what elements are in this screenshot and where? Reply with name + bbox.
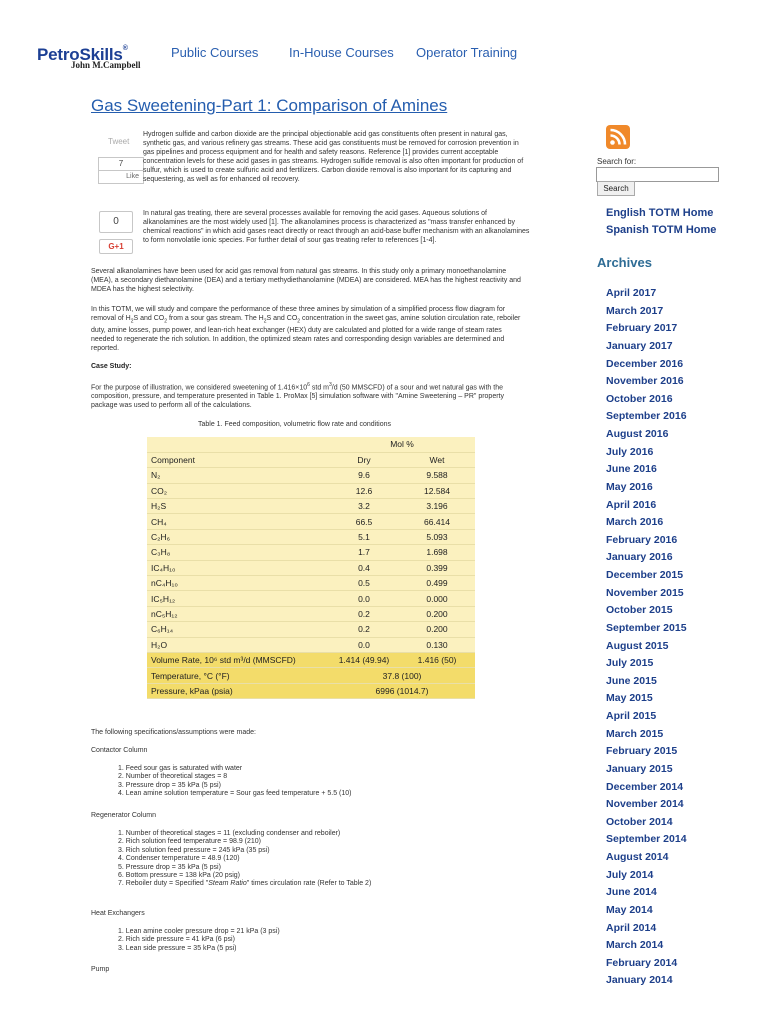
list-item: 1. Feed sour gas is saturated with water	[118, 765, 243, 772]
archive-item	[606, 304, 687, 322]
table-row	[147, 514, 475, 529]
wet-value-cell: 0.200	[399, 606, 475, 621]
mol-percent-header: Mol %	[329, 437, 475, 452]
logo-subtitle: John M.Campbell	[71, 60, 141, 70]
archive-item	[606, 797, 687, 815]
dry-value-cell: 0.0	[329, 637, 399, 652]
list-item: 4. Lean amine solution temperature = Sour gas feed temperature + 5.5 (10)	[118, 790, 352, 798]
pump-heading: Pump	[91, 966, 110, 973]
archive-link[interactable]: March 2014	[606, 939, 664, 952]
archive-link[interactable]: May 2014	[606, 903, 653, 916]
temperature-value: 37.8 (100)	[329, 668, 475, 683]
archive-link[interactable]: April 2015	[606, 710, 657, 722]
archive-link[interactable]: January 2014	[606, 974, 673, 987]
archive-link[interactable]: December 2015	[606, 569, 684, 581]
component-cell: C₂H₆	[147, 529, 329, 544]
nav-public-courses[interactable]: Public Courses	[171, 45, 259, 60]
temperature-label: Temperature, °C (°F)	[147, 668, 329, 683]
component-cell: CH₄	[147, 514, 329, 529]
archive-item	[606, 515, 687, 533]
dry-header: Dry	[329, 452, 399, 467]
archive-item	[606, 850, 687, 868]
wet-value-cell: 1.698	[399, 545, 475, 560]
wet-value-cell: 0.399	[399, 560, 475, 575]
archive-link[interactable]: December 2016	[606, 357, 684, 370]
archive-item	[606, 409, 687, 427]
list-item: 7. Reboiler duty = Specified "Steam Ratio" times circulation rate (Refer to Table 2)	[118, 880, 372, 888]
wet-value-cell: 5.093	[399, 529, 475, 544]
archive-item	[606, 727, 687, 745]
dry-value-cell: 3.2	[329, 499, 399, 514]
archive-link[interactable]: April 2014	[606, 921, 657, 934]
tweet-button[interactable]: Tweet	[108, 137, 130, 146]
dry-value-cell: 5.1	[329, 529, 399, 544]
wet-value-cell: 9.588	[399, 468, 475, 483]
wet-value-cell: 12.584	[399, 483, 475, 498]
volume-rate-row	[147, 652, 475, 667]
wet-value-cell: 0.499	[399, 576, 475, 591]
archive-item	[606, 550, 687, 568]
dry-value-cell: 0.0	[329, 591, 399, 606]
archive-item	[606, 815, 687, 833]
archive-link[interactable]: September 2014	[606, 833, 687, 846]
archive-item	[606, 586, 687, 604]
component-cell: nC₄H₁₀	[147, 576, 329, 591]
list-item: 1. Lean amine cooler pressure drop = 21 kPa (3 psi)	[118, 928, 280, 935]
paragraph-totm-study: In this TOTM, we will study and compare the performance of these three amines by simulation of a simplified process flow diagram for removal of $H_2S$ and $CO_2$ from a sour gas stream. The $H_2S$ and $CO_2$ concentration in the sweet gas, amine solution circulation rate, reboiler duty, amine losses, pump power, and lean-rich heat exchanger (HEX) duty are calculated and plotted for a wide range of steam rates needed to regenerate the rich solution. In addition, the optimized steam rates and corresponding design variables are determined and reported.	[91, 306, 521, 353]
archive-link[interactable]: May 2016	[606, 480, 653, 493]
archive-link[interactable]: July 2016	[606, 445, 654, 458]
archive-link[interactable]: October 2015	[606, 604, 673, 617]
table-caption: Table 1. Feed composition, volumetric flow rate and conditions	[198, 421, 391, 428]
archive-item	[606, 921, 687, 939]
spanish-totm-home-link[interactable]: Spanish TOTM Home	[606, 224, 717, 236]
archive-link[interactable]: December 2014	[606, 780, 684, 793]
table-row	[147, 483, 475, 498]
archive-link[interactable]: March 2016	[606, 516, 664, 529]
archive-item	[606, 498, 687, 516]
heat-exchangers-heading: Heat Exchangers	[91, 910, 145, 917]
archive-link[interactable]: February 2014	[606, 956, 678, 969]
contactor-heading: Contactor Column	[91, 747, 148, 754]
archive-item	[606, 357, 687, 375]
archive-link[interactable]: August 2014	[606, 851, 669, 863]
archive-link[interactable]: January 2017	[606, 339, 673, 352]
table-row	[147, 545, 475, 560]
archive-link[interactable]: April 2017	[606, 287, 657, 299]
archive-link[interactable]: July 2015	[606, 657, 654, 670]
archive-item	[606, 656, 687, 674]
table-row	[147, 468, 475, 483]
petroskills-logo[interactable]	[37, 45, 155, 75]
archive-item	[606, 832, 687, 850]
rss-glyph	[606, 125, 630, 149]
list-item: 3. Lean side pressure = 35 kPa (5 psi)	[118, 944, 237, 952]
regenerator-list	[118, 830, 371, 889]
component-cell: C₆H₁₄	[147, 622, 329, 637]
dry-value-cell: 1.7	[329, 545, 399, 560]
list-item: 6. Bottom pressure = 138 kPa (20 psig)	[118, 872, 240, 880]
table-row	[147, 560, 475, 575]
gplus-button[interactable]: G+1	[99, 239, 133, 254]
english-totm-home-link[interactable]: English TOTM Home	[606, 207, 714, 219]
pressure-row	[147, 683, 475, 698]
archive-link[interactable]: February 2016	[606, 533, 678, 546]
table-header-mol	[147, 437, 475, 452]
component-cell: CO₂	[147, 483, 329, 498]
volume-rate-dry: 1.414 (49.94)	[329, 652, 399, 667]
archive-item	[606, 674, 687, 692]
paragraph-alkanolamines: Several alkanolamines have been used for acid gas removal from natural gas streams. In this study only a primary monoethanolamine (MEA), a secondary diethanolamine (DEA) and a tertiary methydiethanolamine (MDEA) are considered. MEA has the highest reactivity and MDEA has the highest selectivity.	[91, 268, 521, 293]
facebook-like-count: 7	[98, 157, 144, 171]
archive-link[interactable]: February 2015	[606, 745, 678, 758]
archive-link[interactable]: June 2014	[606, 886, 657, 899]
contactor-list	[118, 765, 351, 799]
archive-item	[606, 462, 687, 480]
archive-item	[606, 639, 687, 657]
logo-main-text: PetroSkills	[37, 45, 123, 64]
archive-item	[606, 445, 687, 463]
wet-value-cell: 0.000	[399, 591, 475, 606]
archive-item	[606, 568, 687, 586]
component-cell: IC₅H₁₂	[147, 591, 329, 606]
archive-item	[606, 321, 687, 339]
component-cell: IC₄H₁₀	[147, 560, 329, 575]
archives-heading: Archives	[597, 255, 652, 270]
page-title[interactable]: Gas Sweetening-Part 1: Comparison of Amines	[91, 96, 448, 115]
archive-link[interactable]: November 2016	[606, 375, 684, 388]
dry-value-cell: 12.6	[329, 483, 399, 498]
component-cell: C₃H₈	[147, 545, 329, 560]
archive-item	[606, 392, 687, 410]
component-cell: nC₅H₁₂	[147, 606, 329, 621]
archive-link[interactable]: June 2016	[606, 463, 657, 476]
archive-item	[606, 286, 687, 304]
wet-value-cell: 3.196	[399, 499, 475, 514]
archive-item	[606, 762, 687, 780]
regenerator-heading: Regenerator Column	[91, 812, 156, 819]
case-study-heading: Case Study:	[91, 363, 132, 370]
search-input[interactable]	[596, 167, 719, 182]
archive-item	[606, 973, 687, 991]
archive-link[interactable]: September 2016	[606, 410, 687, 423]
archive-item	[606, 938, 687, 956]
archive-link[interactable]: June 2015	[606, 674, 657, 687]
pressure-value: 6996 (1014.7)	[329, 683, 475, 698]
list-item: 2. Rich solution feed temperature = 98.9 (210)	[118, 838, 262, 846]
archive-link[interactable]: February 2017	[606, 322, 678, 335]
paragraph-treating: In natural gas treating, there are several processes available for removing the acid gases. Aqueous solutions of alkanolamines are the most widely used [1]. The alkanolamines process is characterized as "mass transfer enhanced by chemical reactions" in which acid gases react directly or react through an acid-base buffer mechanism with an alkanolamines to form nonvolatile ionic species. For further detail of sour gas treating refer to references [1-4].	[143, 210, 530, 244]
list-item: 3. Pressure drop = 35 kPa (5 psi)	[118, 781, 221, 789]
table-header-row	[147, 452, 475, 467]
archive-item	[606, 885, 687, 903]
archive-item	[606, 780, 687, 798]
component-cell: H₂S	[147, 499, 329, 514]
archive-item	[606, 621, 687, 639]
archive-link[interactable]: November 2015	[606, 586, 684, 599]
volume-rate-label: Volume Rate, 10⁶ std m³/d (MMSCFD)	[147, 652, 329, 667]
archive-item	[606, 868, 687, 886]
archive-link[interactable]: April 2016	[606, 498, 657, 511]
dry-value-cell: 0.5	[329, 576, 399, 591]
archive-link[interactable]: October 2016	[606, 392, 673, 405]
list-item: 3. Rich solution feed pressure = 245 kPa (35 psi)	[118, 846, 270, 854]
rss-icon[interactable]	[606, 125, 630, 149]
volume-rate-wet: 1.416 (50)	[399, 652, 475, 667]
archive-link[interactable]: March 2017	[606, 304, 664, 317]
dry-value-cell: 9.6	[329, 468, 399, 483]
nav-in-house-courses[interactable]: In-House Courses	[289, 45, 394, 60]
dry-value-cell: 0.4	[329, 560, 399, 575]
wet-value-cell: 0.200	[399, 622, 475, 637]
table-row	[147, 622, 475, 637]
specs-intro: The following specifications/assumptions were made:	[91, 729, 256, 736]
table-row	[147, 499, 475, 514]
table-row	[147, 606, 475, 621]
archive-link[interactable]: August 2016	[606, 428, 669, 440]
wet-header: Wet	[399, 452, 475, 467]
wet-value-cell: 66.414	[399, 514, 475, 529]
paragraph-case-study: For the purpose of illustration, we considered sweetening of $1.416\times 10^6$ std $m^3/d$ (50 MMSCFD) of a sour and wet natural gas with the composition, pressure, and temperature presented in Table 1. ProMax [5] simulation software with "Amine Sweetening – PR" property package was used to perform all of the calculations.	[91, 382, 504, 410]
table-row	[147, 637, 475, 652]
archive-item	[606, 603, 687, 621]
paragraph-intro: Hydrogen sulfide and carbon dioxide are the principal objectionable acid gas constituents often present in natural gas, synthetic gas, and various refinery gas streams. These acid gas constituents must be removed for corrosion prevention in gas pipelines and process equipment and for health and safety reasons. Reference [1] provides current acceptable concentration levels for these acid gases in gas streams. Hydrogen sulfide removal is also often important for production of sulfur, which is used to create sulfuric acid and fertilizers. Carbon dioxide removal is also important for its capturing and sequestering, as well as for enhanced oil recovery.	[143, 131, 524, 183]
archive-item	[606, 339, 687, 357]
archive-link[interactable]: October 2014	[606, 815, 673, 828]
archive-link[interactable]: March 2015	[606, 727, 664, 740]
component-header: Component	[147, 452, 329, 467]
list-item: 2. Number of theoretical stages = 8	[118, 773, 228, 781]
facebook-like-button[interactable]: Like	[98, 171, 144, 184]
pressure-label: Pressure, kPaa (psia)	[147, 683, 329, 698]
archive-link[interactable]: January 2015	[606, 762, 673, 775]
archive-link[interactable]: November 2014	[606, 798, 684, 811]
dry-value-cell: 0.2	[329, 606, 399, 621]
archive-item	[606, 691, 687, 709]
archive-item	[606, 480, 687, 498]
dry-value-cell: 66.5	[329, 514, 399, 529]
archive-item	[606, 709, 687, 727]
table-row	[147, 576, 475, 591]
nav-operator-training[interactable]: Operator Training	[416, 45, 518, 60]
heat-exchangers-list	[118, 928, 280, 953]
search-button[interactable]: Search	[597, 181, 635, 196]
list-item: 5. Pressure drop = 35 kPa (5 psi)	[118, 863, 221, 871]
archives-list	[606, 286, 687, 991]
archive-item	[606, 533, 687, 551]
archive-item	[606, 956, 687, 974]
archive-link[interactable]: August 2015	[606, 639, 669, 652]
registered-mark: ®	[122, 45, 128, 52]
temperature-row	[147, 668, 475, 683]
search-label: Search for:	[597, 157, 637, 166]
dry-value-cell: 0.2	[329, 622, 399, 637]
list-item: 2. Rich side pressure = 41 kPa (6 psi)	[118, 936, 235, 944]
list-item: 1. Number of theoretical stages = 11 (excluding condenser and reboiler)	[118, 830, 341, 837]
archive-item	[606, 374, 687, 392]
component-cell: N₂	[147, 468, 329, 483]
archive-link[interactable]: January 2016	[606, 551, 673, 564]
gplus-count: 0	[99, 211, 133, 233]
archive-item	[606, 903, 687, 921]
archive-link[interactable]: July 2014	[606, 868, 654, 881]
archive-link[interactable]: May 2015	[606, 692, 653, 705]
component-cell: H₂O	[147, 637, 329, 652]
archive-item	[606, 427, 687, 445]
archive-link[interactable]: September 2015	[606, 621, 687, 634]
archive-item	[606, 744, 687, 762]
table-row	[147, 591, 475, 606]
table-row	[147, 529, 475, 544]
feed-composition-table	[147, 437, 475, 699]
list-item: 4. Condenser temperature = 48.9 (120)	[118, 855, 240, 863]
wet-value-cell: 0.130	[399, 637, 475, 652]
